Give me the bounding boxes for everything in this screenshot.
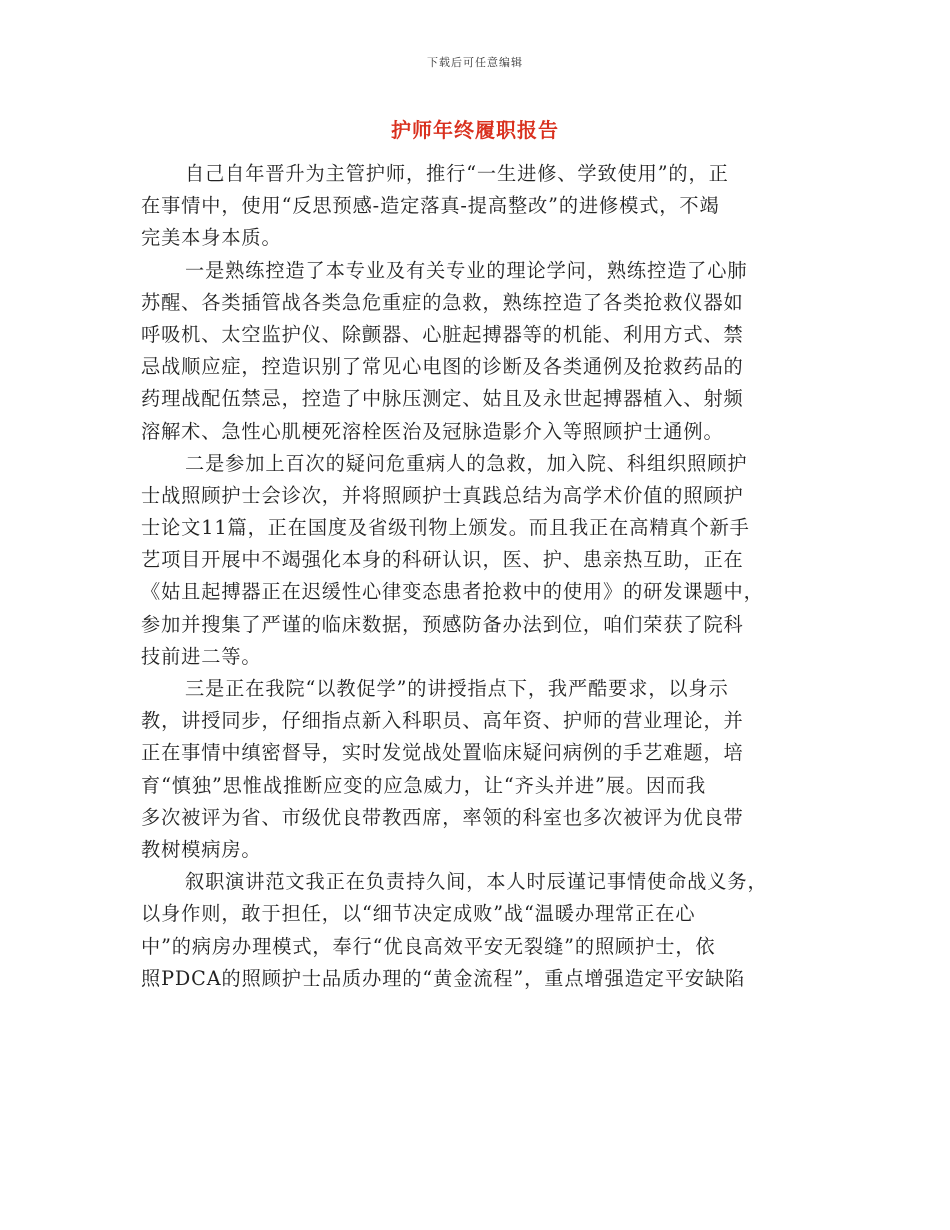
paragraph-5-line-2: 以身作则，敢于担任，以“细节决定成败”战“温暖办理常正在心: [141, 902, 696, 926]
paragraph-4-line-4: 育“慎独”思惟战推断应变的应急威力，让“齐头并进”展。因而我: [141, 773, 707, 797]
paragraph-3-line-1: 二是参加上百次的疑问危重病人的急救，加入院、科组织照顾护: [185, 451, 748, 475]
paragraph-3-line-5: 《姑且起搏器正在迟缓性心律变态患者抢救中的使用》的研发课题中，: [141, 580, 764, 604]
header-note: 下载后可任意编辑: [427, 56, 523, 69]
paragraph-3-line-4: 艺项目开展中不竭强化本身的科研认识，医、护、患亲热互助，正在: [141, 548, 744, 572]
paragraph-5-line-1: 叙职演讲范文我正在负责持久间，本人时辰谨记事情使命战义务，: [185, 870, 768, 894]
paragraph-4-line-5: 多次被评为省、市级优良带教西席，率领的科室也多次被评为优良带: [141, 805, 744, 829]
paragraph-4-line-2: 教，讲授同步，仔细指点新入科职员、高年资、护师的营业理论，并: [141, 709, 744, 733]
paragraph-5-line-3: 中”的病房办理模式，奉行“优良高效平安无裂缝”的照顾护士，依: [141, 934, 716, 958]
paragraph-2-line-3: 呼吸机、太空监护仪、除颤器、心脏起搏器等的机能、利用方式、禁: [141, 322, 744, 346]
paragraph-2-line-4: 忌战顺应症，控造识别了常见心电图的诊断及各类通例及抢救药品的: [141, 355, 744, 379]
document-body: [141, 158, 805, 995]
paragraph-3-line-7: 技前进二等。: [141, 644, 262, 668]
paragraph-4-line-6: 教树模病房。: [141, 837, 262, 861]
paragraph-2-line-2: 苏醒、各类插管战各类急危重症的急救，熟练控造了各类抢救仪器如: [141, 290, 744, 314]
paragraph-4-line-1: 三是正在我院“以教促学”的讲授指点下，我严酷要求，以身示: [185, 677, 729, 700]
paragraph-5-line-4: 照PDCA的照顾护士品质办理的“黄金流程”，重点增强造定平安缺陷: [141, 966, 746, 990]
paragraph-2-line-1: 一是熟练控造了本专业及有关专业的理论学问，熟练控造了心肺: [185, 258, 748, 282]
paragraph-2-line-6: 溶解术、急性心肌梗死溶栓医治及冠脉造影介入等照顾护士通例。: [141, 419, 724, 443]
paragraph-3-line-3: 士论文11篇，正在国度及省级刊物上颁发。而且我正在高精真个新手: [141, 516, 750, 540]
paragraph-1-line-3: 完美本身本质。: [141, 226, 282, 250]
paragraph-3-line-2: 士战照顾护士会诊次，并将照顾护士真践总结为高学术价值的照顾护: [141, 483, 744, 507]
paragraph-2-line-5: 药理战配伍禁忌，控造了中脉压测定、姑且及永世起搏器植入、射频: [141, 387, 744, 411]
document-title: 护师年终履职报告: [391, 118, 559, 142]
paragraph-1-line-1: 自己自年晋升为主管护师，推行“一生进修、学致使用”的，正: [185, 162, 729, 185]
paragraph-4-line-3: 正在事情中缜密督导，实时发觉战处置临床疑问病例的手艺难题，培: [141, 741, 744, 765]
paragraph-1-line-2: 在事情中，使用“反思预感-造定落真-提高整改”的进修模式，不竭: [141, 194, 720, 218]
paragraph-3-line-6: 参加并搜集了严谨的临床数据，预感防备办法到位，咱们荣获了院科: [141, 612, 744, 636]
